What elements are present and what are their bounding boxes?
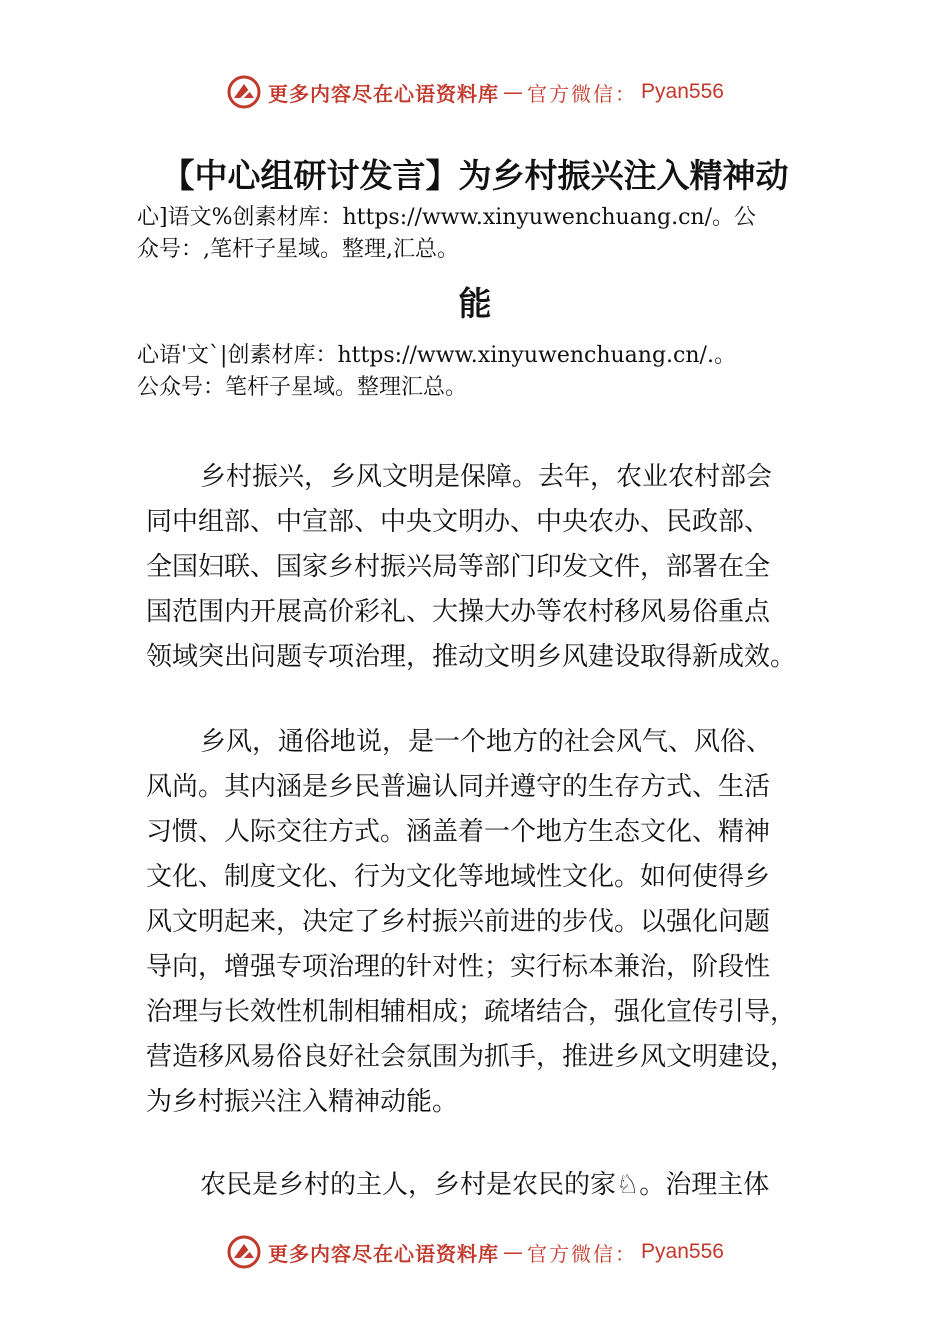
banner-wechat-handle: Pyan556 <box>641 1240 724 1263</box>
paragraph-line: 风尚。其内涵是乡民普遍认同并遵守的生存方式、生活 <box>146 772 771 802</box>
paragraph-line: 习惯、人际交往方式。涵盖着一个地方生态文化、精神 <box>146 817 771 847</box>
paragraph-3 <box>146 1163 826 1208</box>
document-title: 【中心组研讨发言】为乡村振兴注入精神动 <box>161 156 789 195</box>
paragraph-line: 风文明起来，决定了乡村振兴前进的步伐。以强化问题 <box>146 907 771 937</box>
paragraph-2 <box>146 720 826 1125</box>
source-note-line: 心语'文`|创素材库：https://www.xinyuwenchuang.cn/.。 <box>137 343 736 368</box>
logo-icon <box>226 74 262 110</box>
paragraph-line: 乡村振兴，乡风文明是保障。去年，农业农村部会 <box>200 462 773 492</box>
banner-brand: 更多内容尽在心语资料库 <box>268 81 500 106</box>
paragraph-line: 领域突出问题专项治理，推动文明乡风建设取得新成效。 <box>146 642 797 672</box>
paragraph-line: 文化、制度文化、行为文化等地域性文化。如何使得乡 <box>146 862 771 892</box>
source-note-first <box>137 202 849 266</box>
banner-wechat-label: 官方微信： <box>527 1241 638 1266</box>
source-note-line: 公众号：笔杆子星域。整理汇总。 <box>137 375 468 400</box>
paragraph-line: 国范围内开展高价彩礼、大操大办等农村移风易俗重点 <box>146 597 771 627</box>
footer-banner <box>0 1230 950 1274</box>
paragraph-line: 乡风，通俗地说，是一个地方的社会风气、风俗、 <box>200 727 773 757</box>
paragraph-line: 导向，增强专项治理的针对性；实行标本兼治，阶段性 <box>146 952 771 982</box>
paragraph-1 <box>146 455 826 680</box>
paragraph-line: 营造移风易俗良好社会氛围为抓手，推进乡风文明建设， <box>146 1042 797 1072</box>
paragraph-line: 全国妇联、国家乡村振兴局等部门印发文件，部署在全 <box>146 552 771 582</box>
banner-separator: — <box>503 80 524 104</box>
banner-wechat-handle: Pyan556 <box>641 80 724 103</box>
logo-icon <box>226 1234 262 1270</box>
banner-wechat-label: 官方微信： <box>527 81 638 106</box>
paragraph-line: 同中组部、中宣部、中央文明办、中央农办、民政部、 <box>146 507 771 537</box>
paragraph-line: 治理与长效性机制相辅相成；疏堵结合，强化宣传引导， <box>146 997 797 1027</box>
banner-separator: — <box>503 1240 524 1264</box>
source-note-line: 心]语文%创素材库：https://www.xinyuwenchuang.cn/。公 <box>137 205 756 230</box>
source-note-second <box>137 340 849 404</box>
header-banner <box>0 70 950 114</box>
paragraph-line: 为乡村振兴注入精神动能。 <box>146 1087 459 1117</box>
document-title-continued: 能 <box>458 284 492 323</box>
source-note-line: 众号：,笔杆子星域。整理,汇总。 <box>137 237 459 262</box>
paragraph-line: 农民是乡村的主人，乡村是农民的家♘。治理主体 <box>200 1170 770 1200</box>
banner-brand: 更多内容尽在心语资料库 <box>268 1241 500 1266</box>
